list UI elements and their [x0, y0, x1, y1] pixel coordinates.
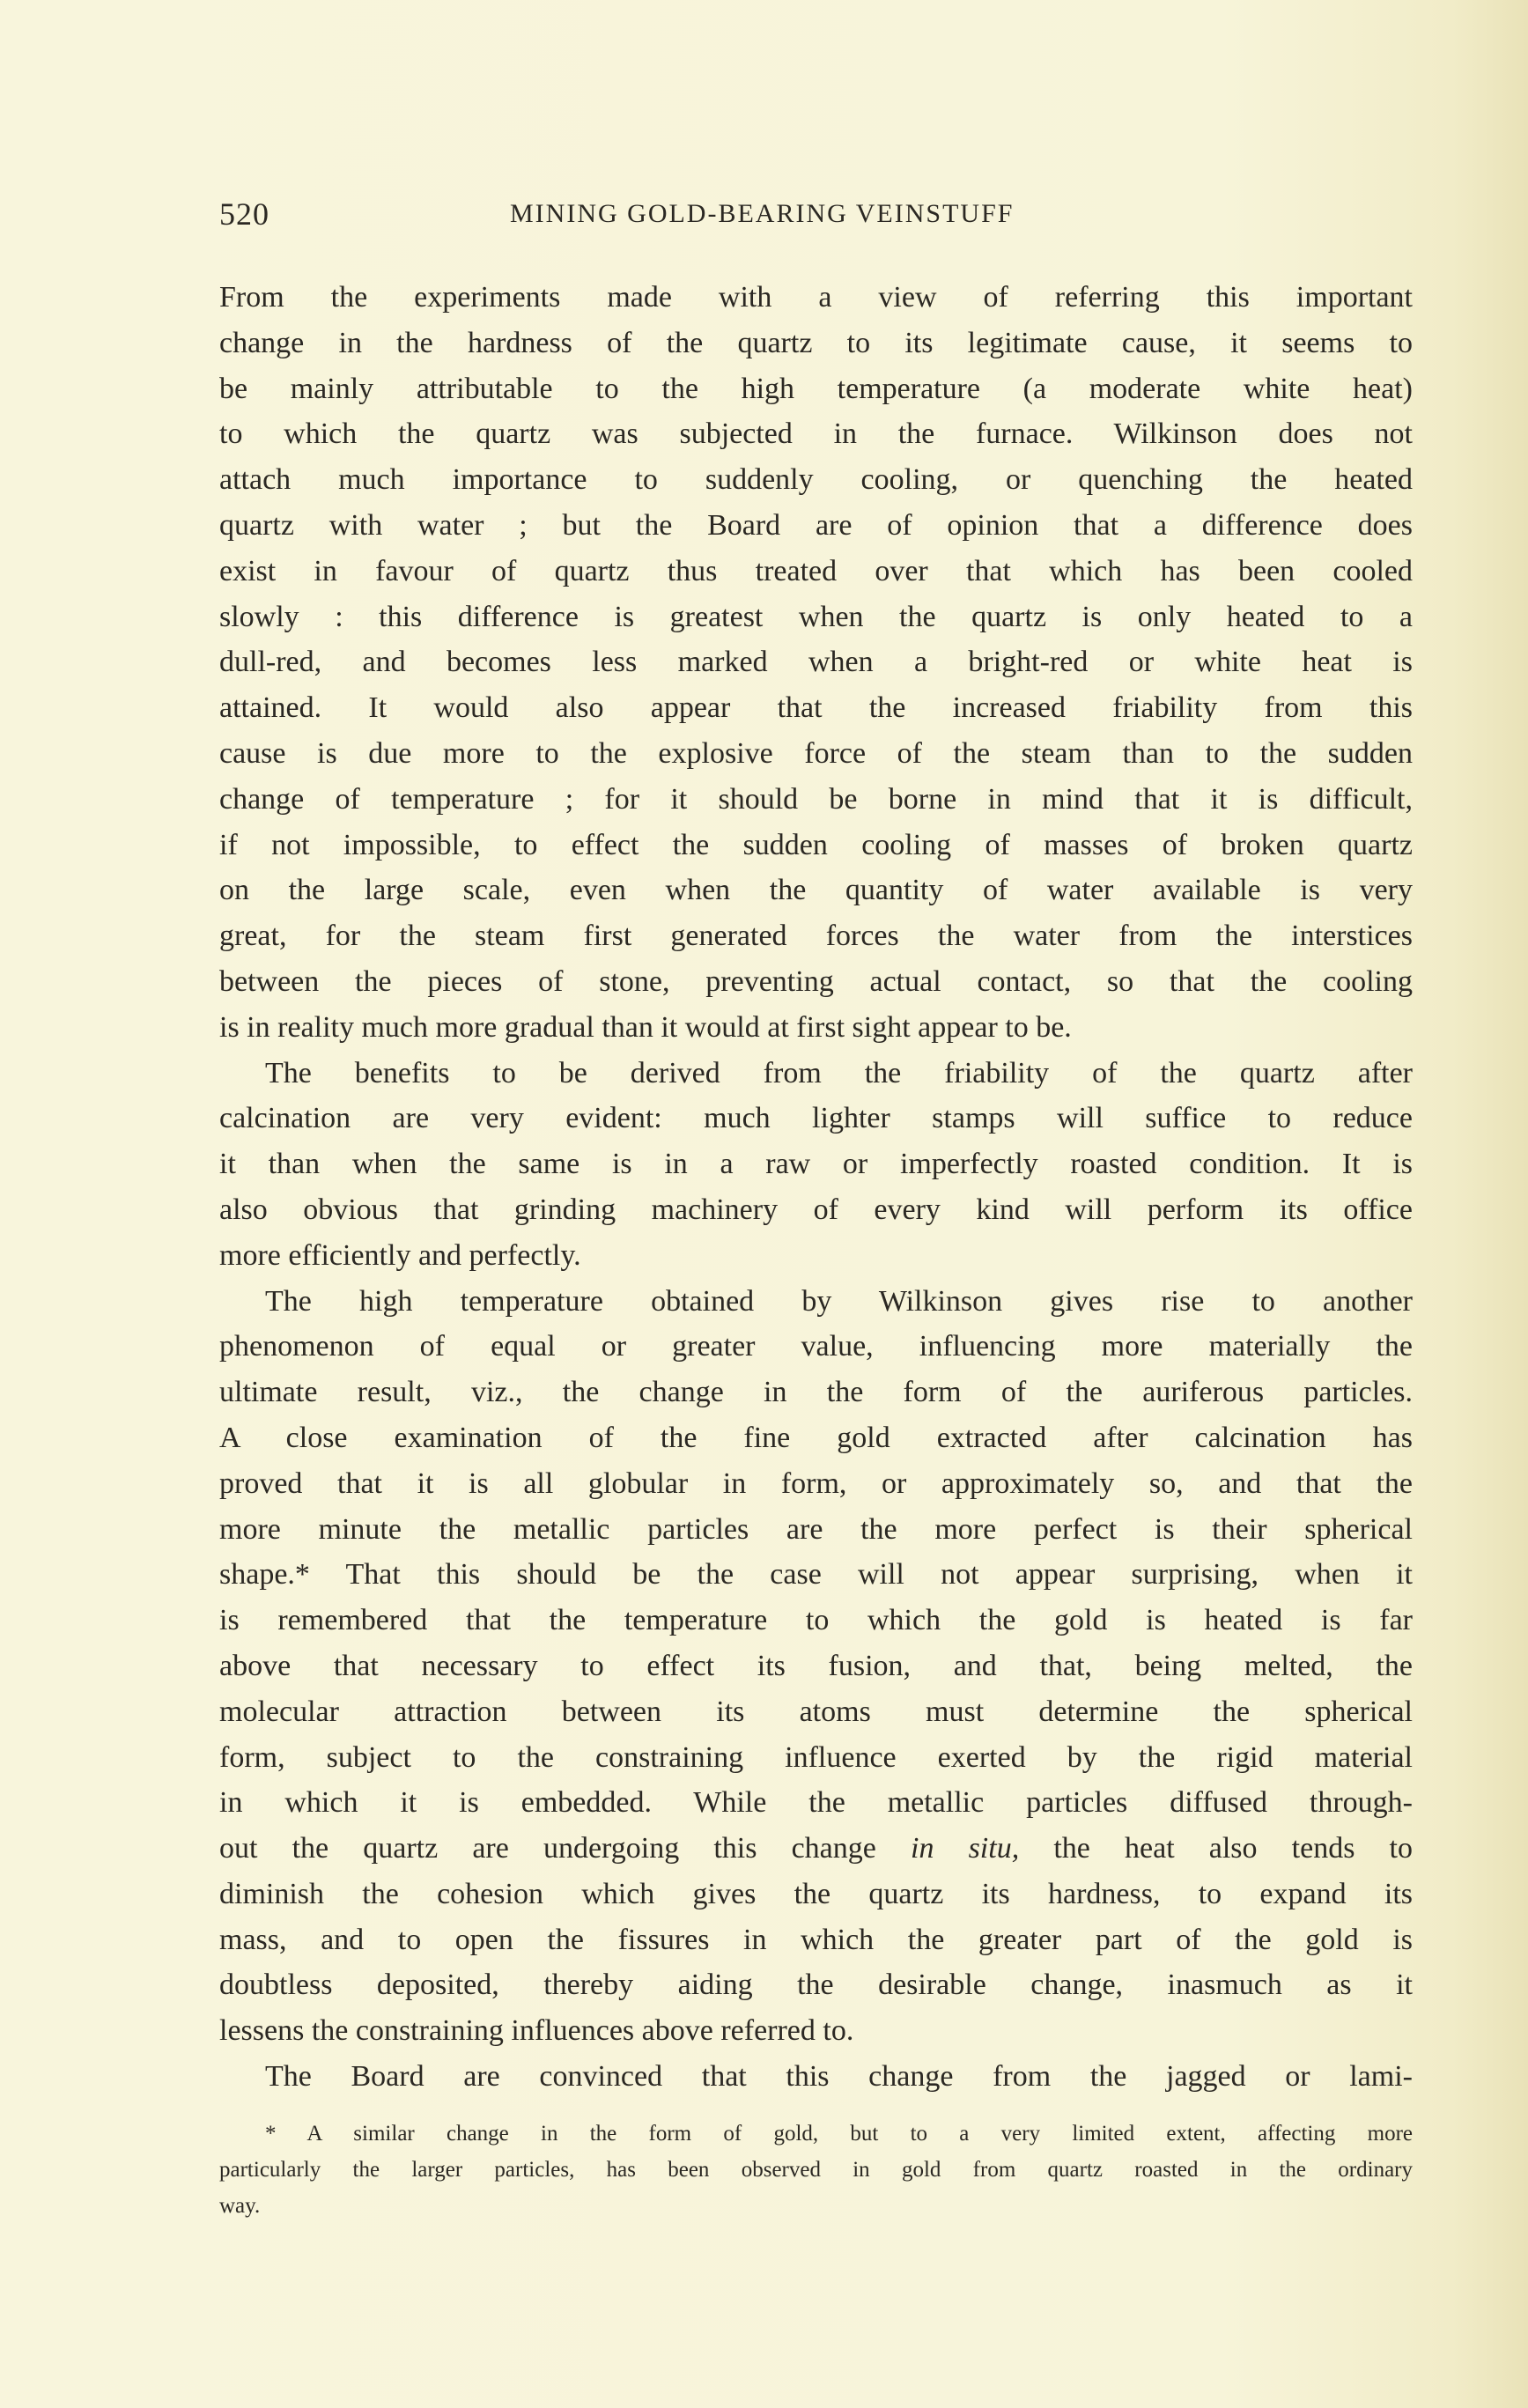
- text-line: exist in favour of quartz thus treated over that which has been cooled: [219, 554, 1413, 587]
- footnote: [219, 2116, 1413, 2224]
- text-line: ultimate result, viz., the change in the form of the auriferous particles.: [219, 1376, 1413, 1409]
- italic-phrase: in situ,: [911, 1832, 1020, 1865]
- text-line: shape.* That this should be the case will not appear surprising, when it: [219, 1558, 1413, 1592]
- running-head: MINING GOLD-BEARING VEINSTUFF: [510, 199, 1015, 228]
- text-line: more minute the metallic particles are the more perfect is their spherical: [219, 1512, 1413, 1546]
- text-line: on the large scale, even when the quantity of water available is very: [219, 874, 1413, 907]
- text-line: lessens the constraining influences above referred to.: [219, 2014, 854, 2048]
- text-line: dull-red, and becomes less marked when a bright-red or white heat is: [219, 646, 1413, 679]
- page-header: [219, 196, 1413, 240]
- text-line: change of temperature ; for it should be borne in mind that it is difficult,: [219, 782, 1413, 816]
- text-line: if not impossible, to effect the sudden cooling of masses of broken quartz: [219, 828, 1413, 861]
- text-line: form, subject to the constraining influence exerted by the rigid material: [219, 1740, 1413, 1774]
- footnote-line: particularly the larger particles, has been observed in gold from quartz roasted in the ordinary: [219, 2158, 1413, 2182]
- paragraph-start-line: The benefits to be derived from the friability of the quartz after: [265, 1056, 1413, 1090]
- text-line: slowly : this difference is greatest when the quartz is only heated to a: [219, 600, 1413, 633]
- text-line: quartz with water ; but the Board are of opinion that a difference does: [219, 508, 1413, 542]
- footnote-line: way.: [219, 2194, 261, 2218]
- text-line: calcination are very evident: much lighter stamps will suffice to reduce: [219, 1102, 1413, 1135]
- text-line: A close examination of the fine gold extracted after calcination has: [219, 1421, 1413, 1454]
- text-line: be mainly attributable to the high temperature (a moderate white heat): [219, 372, 1413, 405]
- text-line: is remembered that the temperature to which the gold is heated is far: [219, 1604, 1413, 1637]
- text-line: proved that it is all globular in form, or approximately so, and that the: [219, 1466, 1413, 1500]
- text-line: cause is due more to the explosive force of the steam than to the sudden: [219, 736, 1413, 770]
- text-line: change in the hardness of the quartz to its legitimate cause, it seems to: [219, 326, 1413, 359]
- text-line: attach much importance to suddenly cooling, or quenching the heated: [219, 463, 1413, 497]
- text-segment: the heat also tends to: [1053, 1832, 1414, 1865]
- text-line: it than when the same is in a raw or imperfectly roasted condition. It is: [219, 1148, 1413, 1181]
- text-line: also obvious that grinding machinery of every kind will perform its office: [219, 1193, 1413, 1226]
- text-line: above that necessary to effect its fusion, and that, being melted, the: [219, 1649, 1413, 1682]
- text-line: phenomenon of equal or greater value, influencing more materially the: [219, 1330, 1413, 1363]
- body-text: [219, 275, 1413, 2100]
- text-line: molecular attraction between its atoms must determine the spherical: [219, 1695, 1413, 1728]
- footnote-line: * A similar change in the form of gold, but to a very limited extent, affecting more: [265, 2122, 1413, 2146]
- text-line: From the experiments made with a view of referring this important: [219, 281, 1413, 314]
- text-line: in which it is embedded. While the metallic particles diffused through-: [219, 1786, 1413, 1820]
- text-line: doubtless deposited, thereby aiding the desirable change, inasmuch as it: [219, 1969, 1413, 2002]
- text-line: between the pieces of stone, preventing actual contact, so that the cooling: [219, 964, 1413, 998]
- text-line: is in reality much more gradual than it would at first sight appear to be.: [219, 1010, 1072, 1044]
- text-line: great, for the steam first generated forces the water from the interstices: [219, 920, 1413, 953]
- text-line: more efficiently and perfectly.: [219, 1238, 581, 1272]
- text-line: mass, and to open the fissures in which the greater part of the gold is: [219, 1923, 1413, 1956]
- text-line: to which the quartz was subjected in the furnace. Wilkinson does not: [219, 417, 1413, 451]
- page-number: 520: [219, 196, 269, 232]
- text-line: attained. It would also appear that the increased friability from this: [219, 691, 1413, 725]
- text-segment: out the quartz are undergoing this change: [219, 1832, 876, 1865]
- text-line: diminish the cohesion which gives the quartz its hardness, to expand its: [219, 1877, 1413, 1910]
- paragraph-start-line: The Board are convinced that this change from the jagged or lami-: [265, 2060, 1413, 2094]
- paragraph-start-line: The high temperature obtained by Wilkinson gives rise to another: [265, 1284, 1413, 1318]
- text-line: [219, 1826, 1413, 1872]
